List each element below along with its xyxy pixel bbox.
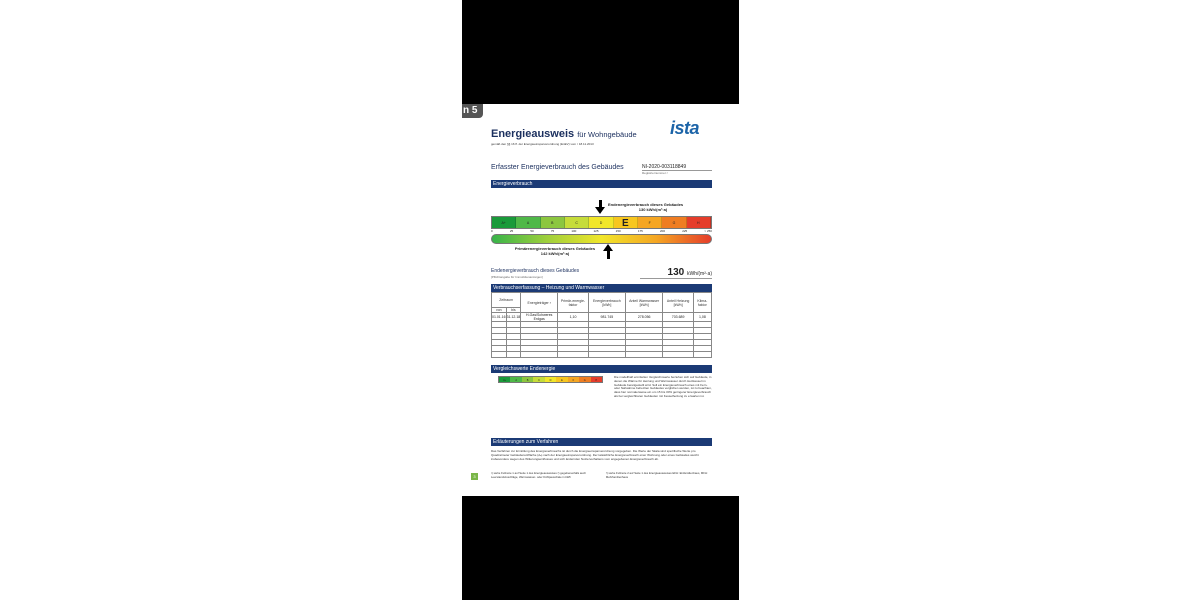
page-number: 3 [471, 473, 478, 480]
comparison-class-b: B [522, 377, 533, 382]
energy-class-b: B [541, 217, 565, 228]
energy-class-scale [491, 216, 712, 229]
arrow-up-icon [603, 244, 613, 251]
scale-tick: 175 [637, 229, 643, 233]
endenergy-indicator-sub: [Pflichtangabe für Immobilienanzeigen] [491, 275, 543, 279]
comparison-class-c: C [533, 377, 544, 382]
endenergy-value: 130 kWh/(m²·a) [640, 267, 712, 279]
scale-tick: 50 [530, 229, 534, 233]
scale-tick: 125 [593, 229, 599, 233]
header-heating: Anteil Heizung [kWh] [663, 293, 693, 313]
comparison-class-a-plus: A+ [499, 377, 510, 382]
registration-caption: Registriernummer ² [642, 171, 668, 175]
primary-energy-arrow [603, 244, 613, 259]
header-from: von [492, 308, 507, 313]
comparison-class-g: G [579, 377, 590, 382]
end-energy-label: Endenergieverbrauch dieses Gebäudes 130 kWh/(m²·a) [608, 202, 684, 212]
endenergy-indicator-label: Endenergieverbrauch dieses Gebäudes [491, 268, 580, 274]
comparison-class-e: E [556, 377, 567, 382]
header-carrier: Energieträger ³ [521, 293, 558, 313]
scale-tick: 100 [571, 229, 577, 233]
energy-section-bar: Energieverbrauch [491, 180, 712, 188]
primary-energy-label: Primärenergieverbrauch dieses Gebäudes 142 kWh/(m²·a) [514, 246, 596, 256]
title-main: Energieausweis [491, 128, 575, 140]
scale-tick: > 250 [704, 229, 712, 233]
footnote-left: ¹) siehe Fußnote 1 auf Seite 1 des Energieausweises ²) gegebenenfalls auch Leerstandszuschläge, Warmwasser- oder Kühlpauschale in kWh [491, 471, 586, 479]
table-row: 01.01.16 31.12.18 H-Gas/Schweres Erdgas 1,10 981.745 278.056 703.689 1,08 [492, 313, 712, 322]
registration-number: NI-2020-003118849 [642, 164, 712, 171]
header-ww: Anteil Warmwasser [kWh] [625, 293, 663, 313]
document-page[interactable] [462, 104, 739, 496]
scale-tick: 225 [682, 229, 688, 233]
ista-logo: ista [670, 118, 700, 138]
header-primary-factor: Primär-energie-faktor [558, 293, 589, 313]
comparison-class-f: F [568, 377, 579, 382]
energy-class-g: G [662, 217, 686, 228]
header-climate: Klima-faktor [693, 293, 711, 313]
energy-class-a: A [516, 217, 540, 228]
energy-class-h: H [687, 217, 711, 228]
comparison-scale [498, 376, 603, 383]
scale-tick: 150 [615, 229, 621, 233]
table-row-empty [492, 352, 712, 358]
energy-class-a-plus: A+ [492, 217, 516, 228]
comparison-bar: Vergleichswerte Endenergie [491, 365, 712, 373]
footnote-right: ³) siehe Fußnote 2 auf Seite 1 des Energieausweises EFH: Einfamilienhaus, MFH: Mehrfamilienhaus [605, 471, 708, 479]
scale-tick: 0 [491, 229, 493, 233]
energy-class-c: C [565, 217, 589, 228]
comparison-class-h: H [591, 377, 602, 382]
title-suffix: für Wohngebäude [577, 130, 637, 139]
consumption-table [491, 292, 712, 358]
comparison-class-a: A [510, 377, 521, 382]
header-period: Zeitraum [492, 293, 521, 308]
legal-basis: gemäß den §§ 16 ff. der Energieeinsparverordnung (EnEV) vom ¹ 18.11.2013 [491, 142, 594, 146]
consumption-bar: Verbrauchserfassung – Heizung und Warmwasser [491, 284, 712, 292]
explanation-bar: Erläuterungen zum Verfahren [491, 438, 712, 446]
end-energy-arrow [595, 200, 605, 214]
section-heading: Erfasster Energieverbrauch des Gebäudes [491, 164, 624, 171]
energy-class-d: D [589, 217, 613, 228]
scale-tick: 200 [660, 229, 666, 233]
header-to: bis [506, 308, 521, 313]
energy-class-e: E [614, 217, 638, 228]
document-viewer [462, 0, 739, 600]
primary-energy-gradient [491, 234, 712, 244]
energy-class-f: F [638, 217, 662, 228]
footnotes [491, 472, 712, 479]
page-indicator-badge: n 5 [462, 104, 483, 118]
arrow-down-icon [595, 207, 605, 214]
header-energy: Energieverbrauch [kWh] [588, 293, 625, 313]
explanation-text: Das Verfahren zur Ermittlung des Energieverbrauchs ist durch die Energieeinsparverordnung vorgegeben. Die Werte der Skala sind spezifische Werte pro Quadratmeter Gebäudenutzfläche (Aₙ) nach der Energieeinsparverordnung. Der tatsächliche Energieverbrauch einer Wohnung oder eines Gebäudes weicht insbesondere wegen des Witterungseinflusses und sich ändernden Nutzerverhaltens vom angegebenen Energieverbrauch ab. [491, 449, 699, 461]
scale-tick: 75 [550, 229, 555, 233]
comparison-text: Die modellhaft ermittelten Vergleichswerte beziehen sich auf Gebäude, in denen die Wärme für Heizung und Warmwasser durch Heizkessel im Gebäude bereitgestellt wird. Soll ein Energieverbrauch eines mit Fern- oder Nahwärme beheizten Gebäudes verglichen werden, ist zu beachten, dass hier normalerweise ein um 15 bis 30% geringerer Energieverbrauch als bei vergleichbaren Gebäuden mit Kesselheizung zu erwarten ist. [614, 375, 712, 398]
comparison-class-d: D [545, 377, 556, 382]
certificate-title [491, 128, 637, 140]
scale-tick: 25 [509, 229, 514, 233]
